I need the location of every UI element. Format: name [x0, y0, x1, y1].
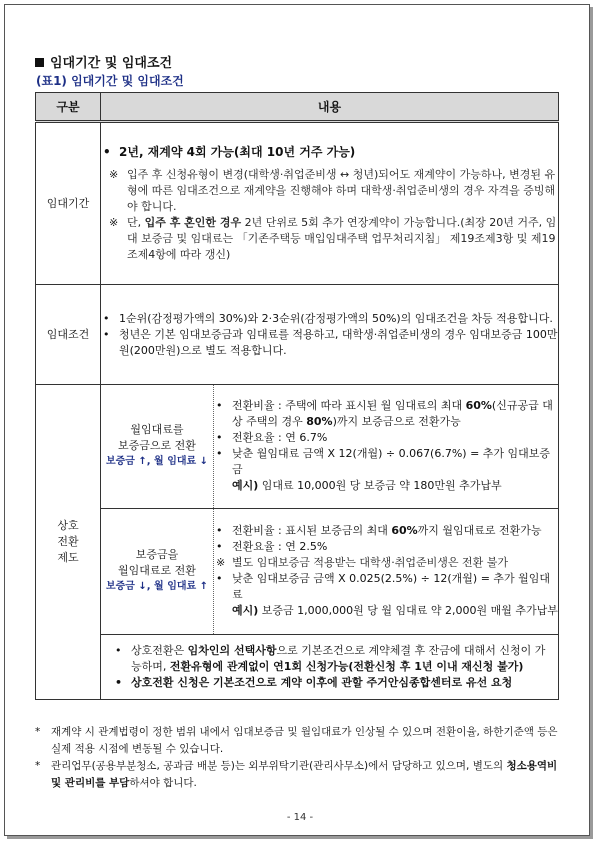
- bullet-dot-icon: •: [216, 447, 223, 461]
- arrow-label-rent-to-deposit: 보증금 ↑, 월 임대료 ↓: [105, 456, 209, 468]
- footnote-1: * 재계약 시 관계법령이 정한 범위 내에서 임대보증금 및 월임대료가 인상될 수 있으며 전환이율, 하한기준액 등은 실제 적용 시점에 변동될 수 있습니다.: [35, 726, 558, 755]
- lease-period-note-1: ※ 입주 후 신청유형이 변경(대학생·취업준비생 ↔ 청년)되어도 재계약이 가능하나, 변경된 유형에 따른 임대조건으로 재계약을 진행해야 하며 대학생·취업준비생의 경우 자격을 증빙해야 합니다.: [109, 168, 556, 213]
- header-category: 구분: [36, 93, 101, 122]
- footnote-2: * 관리업무(공용부분청소, 공과금 배분 등)는 외부위탁기관(관리사무소)에서 담당하고 있으며, 별도의 청소용역비 및 관리비를 부담하셔야 합니다.: [35, 760, 558, 789]
- label-lease-conditions: 임대조건: [36, 285, 101, 385]
- bullet-dot-icon: •: [103, 311, 110, 325]
- row-mutual-conversion: [36, 385, 559, 700]
- reference-mark-icon: ※: [109, 216, 119, 229]
- conversion-rent-to-deposit: 월임대료를 보증금으로 전환 보증금 ↑, 월 임대료 ↓ • 전환비율 : 주택에 따라 표시된 월 임대료의 최대 60%(신규공급 대상 주택의 경우 80%)까지 보증금으로 전환가능 • 전환요율 : 연 6.7% • 낮춘 월임대료 금액 X 12(개월) ÷ 0.067(6.7%) = 추가 임대보증금 예시) 임대료 10,000원 당 보증금 약 180만원 추가납부: [101, 385, 558, 508]
- lease-period-bullet: • 2년, 재계약 4회 가능(최대 10년 거주 가능): [103, 145, 356, 159]
- example-deposit-to-rent: 예시) 보증금 1,000,000원 당 월 임대료 약 2,000원 매월 추가납부: [232, 604, 558, 617]
- reference-mark-icon: ※: [109, 168, 119, 181]
- section-title: 임대기간 및 임대조건: [35, 52, 172, 71]
- bullet-dot-icon: •: [216, 524, 223, 537]
- label-mutual-conversion: 상호 전환 제도: [36, 385, 101, 700]
- bullet-dot-icon: •: [216, 431, 223, 445]
- bullet-dot-icon: •: [216, 572, 223, 585]
- lease-period-note-2: ※ 단, 입주 후 혼인한 경우 2년 단위로 5회 추가 연장계약이 가능합니다.(최장 20년 거주, 임대 보증금 및 임대료는 「기존주택등 매입임대주택 업무처리지침」 제19조제3항 및 제19조제4항에 따라 갱신): [109, 216, 557, 261]
- bullet-dot-icon: •: [216, 399, 223, 413]
- reference-mark-icon: ※: [216, 556, 226, 569]
- conversion-common-notes: • 상호전환은 임차인의 선택사항으로 기본조건으로 계약체결 후 잔금에 대해서 신청이 가능하며, 전환유형에 관계없이 연1회 신청가능(전환신청 후 1년 이내 재신청 불가) • 상호전환 신청은 기본조건으로 계약 이후에 관할 주거안심종합센터로 유선 요청: [115, 643, 546, 689]
- bullet-dot-icon: •: [103, 327, 110, 341]
- asterisk-icon: *: [35, 760, 41, 772]
- lease-terms-table: [35, 92, 559, 700]
- conversion-deposit-to-rent: 보증금을 월임대료로 전환 보증금 ↓, 월 임대료 ↑ • 전환비율 : 표시된 보증금의 최대 60%까지 월임대료로 전환가능 • 전환요율 : 연 2.5% ※ 별도 임대보증금 적용받는 대학생·취업준비생은 전환 불가 • 낮춘 임대보증금 금액 X 0.025(2.5%) ÷ 12(개월) = 추가 월임대료 예시) 보증금 1,000,000원 당 월 임대료 약 2,000원 매월 추가납부: [101, 508, 558, 634]
- example-rent-to-deposit: 예시) 임대료 10,000원 당 보증금 약 180만원 추가납부: [232, 479, 502, 493]
- footnotes: [35, 724, 563, 792]
- asterisk-icon: *: [35, 726, 41, 738]
- conversion-subtable: [101, 385, 558, 699]
- square-bullet-icon: [35, 58, 44, 67]
- page-number: - 14 -: [286, 812, 314, 823]
- label-lease-period: 임대기간: [36, 122, 101, 285]
- header-content: 내용: [101, 93, 559, 122]
- bullet-dot-icon: •: [216, 540, 223, 553]
- arrow-label-deposit-to-rent: 보증금 ↓, 월 임대료 ↑: [105, 581, 209, 592]
- bullet-dot-icon: •: [115, 675, 123, 689]
- lease-conditions-bullet-1: • 1순위(감정평가액의 30%)와 2·3순위(감정평가액의 50%)의 임대조건을 차등 적용합니다.: [103, 311, 553, 325]
- row-lease-period: [36, 122, 559, 285]
- lease-conditions-bullet-2: • 청년은 기본 임대보증금과 임대료를 적용하고, 대학생·취업준비생의 경우 임대보증금 100만원(200만원)으로 별도 적용합니다.: [103, 327, 558, 357]
- bullet-dot-icon: •: [115, 643, 122, 657]
- row-lease-conditions: [36, 285, 559, 385]
- bullet-dot-icon: •: [103, 145, 111, 159]
- table-caption: (표1) 임대기간 및 임대조건: [36, 74, 184, 88]
